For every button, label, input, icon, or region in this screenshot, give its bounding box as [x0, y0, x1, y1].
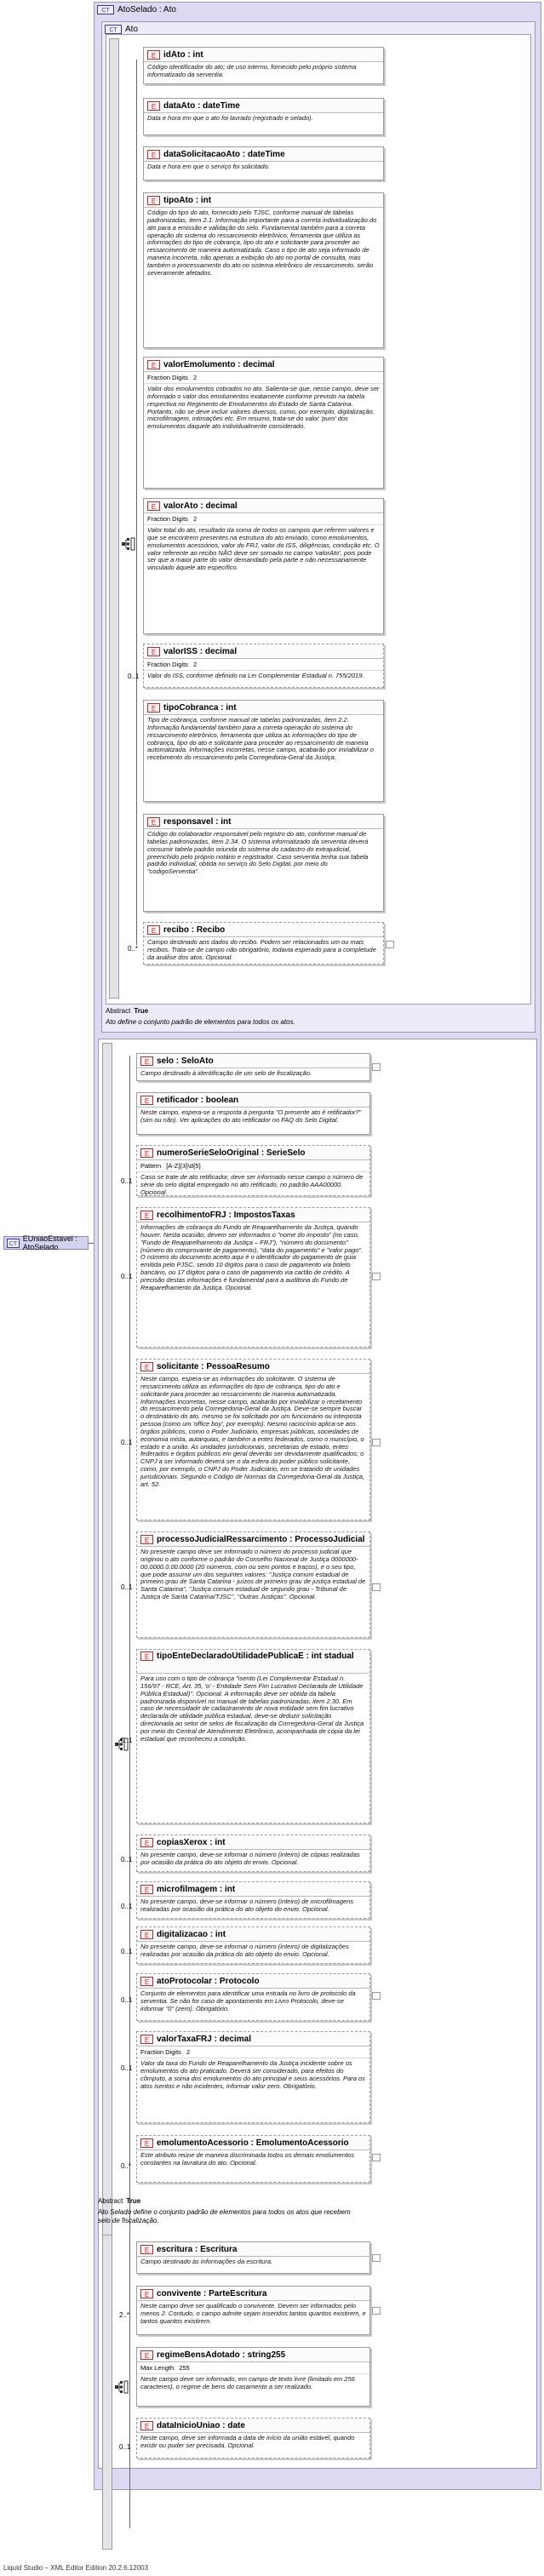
element-name: tipoEnteDeclaradoUtilidadePublicaE : int stadual — [157, 1652, 354, 1661]
element-icon: E — [140, 1362, 153, 1371]
facet-label: Fraction Digits — [147, 661, 188, 668]
element-doc: No presente campo, deve-se informar o número (inteiro) de microfilmagens realizadas por ocasião da prática do ato objeto do envio. Opcional. — [140, 1898, 354, 1913]
expand-connector[interactable] — [372, 1583, 381, 1591]
element-doc: No presente campo, deve-se informar o número (inteiro) de digitalizações realizadas por ocasião da prática do ato objeto do envio. Opcional. — [140, 1943, 349, 1958]
element-doc: Neste campo, espera-se a resposta à pergunta "O presente ato é retificador?" (sim ou não). Ver aplicações do ato retificador no FAQ do Selo Digital. — [140, 1108, 362, 1124]
facet-value: 2 — [192, 661, 198, 668]
element-solicitante[interactable] — [136, 1359, 370, 1520]
multiplicity-label: 0..1 — [121, 1737, 133, 1744]
element-responsavel[interactable] — [143, 814, 384, 912]
element-doc: Conjunto de elementos para identificar uma entrada no livro de protocolo da serventia. Se não for caso de apontamento em Livro Protocolo, deve-se informar "0" (zero). Obrigatório. — [140, 1989, 356, 2012]
element-valorEmolumento[interactable] — [143, 357, 384, 489]
sequence-icon — [115, 2379, 129, 2395]
ato-selado-label: AtoSelado : Ato — [117, 5, 176, 14]
facet-label: Pattern — [140, 1162, 162, 1170]
element-name: recibo : Recibo — [163, 924, 226, 935]
element-recolhimentoFRJ[interactable] — [136, 1207, 370, 1348]
element-icon: E — [147, 101, 160, 111]
ato-label: Ato — [125, 25, 139, 34]
element-processoJudicialRessarcimento[interactable] — [136, 1531, 370, 1638]
element-name: digitalizacao : int — [157, 1929, 226, 1939]
element-icon: E — [147, 703, 160, 713]
element-doc: Neste campo deve ser informado, em campo de texto livre (limitado em 256 caracteres), o regime de bens do casamento a ser realizado. — [140, 2375, 355, 2390]
element-name: responsavel : int — [163, 816, 232, 827]
element-icon: E — [147, 925, 160, 935]
root-complex-type[interactable] — [3, 1236, 89, 1250]
uniao-sequence-rail — [129, 2247, 130, 2528]
element-doc: Data e hora em que o serviço foi solicitado. — [147, 163, 270, 170]
element-name: regimeBensAdotado : string255 — [157, 2350, 286, 2360]
element-name: dataSolicitacaoAto : dateTime — [163, 149, 285, 159]
element-icon: E — [140, 1885, 153, 1894]
multiplicity-label: 0..1 — [121, 2064, 133, 2072]
element-doc: Valor do ISS, conforme definido na Lei Complementar Estadual n. 755/2019. — [147, 672, 364, 679]
expand-connector[interactable] — [372, 1439, 381, 1446]
expand-connector[interactable] — [372, 1273, 381, 1280]
ato-sequence-bar — [109, 38, 119, 999]
element-name: tipoCobranca : int — [163, 702, 237, 713]
element-name: solicitante : PessoaResumo — [157, 1361, 270, 1371]
multiplicity-label: 0..1 — [121, 1177, 133, 1185]
expand-connector[interactable] — [372, 2254, 381, 2262]
element-convivente[interactable] — [136, 2286, 370, 2335]
multiplicity-label: 0..1 — [121, 1996, 133, 2004]
facet-label: Fraction Digits — [140, 2048, 181, 2056]
multiplicity-label: 0..1 — [121, 1583, 133, 1591]
element-doc: Campo destinado à identificação de um selo de fiscalização. — [140, 1069, 312, 1077]
element-doc: Código do tipo do ato, fornecido pelo TJSC, conforme manual de tabelas padronizadas, item 2.1. Informação importante para a correta individualização do ato para a emissão e validação do selo. Fundamental também para a correta operação do sistema do ressarcimento eletrônico, ferramenta que utiliza as informações do tipo de cobrança, tipo do ato e solicitante para proceder ao ressarcimento de maneira automatizada. Caso o tipo de ato seja informado de maneira incorreta, não apenas a exibição do ato no portal de consulta, mas também o processamento do ato no sistema eletrônico de ressarcimento, serão severamente afetados. — [147, 209, 377, 277]
element-tipoEnteDeclaradoUtilidadePublica[interactable] — [136, 1649, 370, 1823]
element-tipoCobranca[interactable] — [143, 700, 384, 802]
element-name: dataInicioUniao : date — [157, 2420, 245, 2430]
multiplicity-label: 0..1 — [121, 1439, 133, 1446]
element-recibo[interactable] — [143, 922, 384, 965]
facet-label: Fraction Digits — [147, 374, 188, 381]
expand-connector[interactable] — [372, 1063, 381, 1071]
element-icon: E — [140, 1535, 153, 1544]
facet-value: 255 — [179, 2364, 190, 2372]
element-digitalizacao[interactable] — [136, 1926, 370, 1964]
element-doc: Campo destinado aos dados do recibo. Podem ser relacionados um ou mais recibos. Trata-se de campo não obrigatório, todavia esperado para a completude da análise dos atos. Opcional. — [147, 938, 376, 961]
element-doc: Caso se trate de ato retificador, deve ser informado nesse campo o número de série do selo digital empregado no ato retificado, no padrão AAA00000. Opcional. — [140, 1173, 364, 1196]
element-doc: Neste campo deve ser qualificado o convivente. Devem ser informados pelo menos 2. Contudo, o campo admite sejam inseridos tantos quantos existirem, e tantos quantos existirem. — [140, 2302, 366, 2325]
multiplicity-label: 0..1 — [121, 1903, 133, 1910]
element-icon: E — [147, 360, 160, 369]
element-regimeBensAdotado[interactable] — [136, 2347, 370, 2407]
selado-sequence-rail — [129, 1056, 130, 2435]
element-name: microfilmagem : int — [157, 1884, 236, 1894]
element-copiasXerox[interactable] — [136, 1835, 370, 1872]
element-icon: E — [140, 2035, 153, 2044]
facet-value: 2 — [192, 515, 198, 523]
element-doc: Campo destinado às informações da escritura. — [140, 2258, 273, 2265]
element-doc: Código identificador do ato; de uso interno, fornecido pelo próprio sistema informatizado da serventia. — [147, 63, 357, 78]
element-dataSolicitacaoAto[interactable] — [143, 146, 384, 180]
element-valorAto[interactable] — [143, 498, 384, 634]
complex-type-icon: CT — [7, 1239, 20, 1248]
element-icon: E — [147, 501, 160, 511]
element-doc: Este atributo reúne de maneira discriminada todos os demais emolumentos constantes na lavratura do ato. Opcional. — [140, 2151, 354, 2167]
element-idAto[interactable] — [143, 47, 384, 84]
expand-connector[interactable] — [372, 2307, 381, 2315]
element-name: selo : SeloAto — [157, 1056, 214, 1066]
expand-connector[interactable] — [372, 1992, 381, 2000]
multiplicity-label: 0..1 — [119, 2443, 131, 2451]
element-name: processoJudicialRessarcimento : ProcessoJudicial — [157, 1534, 365, 1544]
element-icon: E — [140, 2138, 153, 2148]
element-name: valorISS : decimal — [163, 646, 238, 656]
element-icon: E — [140, 2289, 153, 2298]
multiplicity-label: 0..1 — [128, 673, 140, 680]
element-icon: E — [140, 1148, 153, 1158]
element-name: copiasXerox : int — [157, 1837, 226, 1847]
element-microfilmagem[interactable] — [136, 1881, 370, 1919]
footer-credit: Liquid Studio – XML Editor Edition 20.2.6.12003 — [3, 2564, 149, 2572]
expand-connector[interactable] — [386, 941, 394, 948]
complex-type-icon: CT — [97, 5, 114, 14]
element-icon: E — [140, 1838, 153, 1847]
complex-type-icon: CT — [105, 25, 122, 34]
element-doc: Tipo de cobrança, conforme manual de tabelas padronizadas, item 2.2. Informação fundamental também para a correta operação do sistema do ressarcimento eletrônico, ferramenta que utiliza as informações do tipo de cobrança, tipo do ato e solicitante para proceder ao ressarcimento de maneira automatizada. Informações incorretas, nesse campo, acabarão por inviabilizar o recebimento do ressarcimento pela Corregedoria-Geral da Justiça. — [147, 716, 374, 762]
selado-note: Ato Selado define o conjunto padrão de elementos para todos os atos que recebem selo de fiscalização. — [98, 2208, 351, 2224]
element-name: convivente : ParteEscritura — [157, 2288, 267, 2298]
element-name: idAto : int — [163, 49, 203, 60]
element-name: escritura : Escritura — [157, 2244, 238, 2254]
element-icon: E — [147, 647, 160, 656]
element-doc: Valor da taxa do Fundo de Reaparelhamento da Justiça incidente sobre os emolumentos do ato praticado. Deverá ser considerado, para efeitos do cômputo, a soma dos emolumentos do ato principal e seus acessórios. Para os atos isentos e não incidentes, informar valor zero. Obrigatório. — [140, 2059, 365, 2090]
element-doc: Valor total do ato, resultado da soma de todos os campos que referem valores e que se encontrem presentes na estrutura do ato enviado, como emolumentos, emolumentos acessórios, valor do FRJ, valor do ISS, diligências, condução etc. O valor referente ao recibo NÃO deve ser somado no campo 'valorAto', pois pode ser que a maior parte do valor demandado pela parte e não necessariamente vinculado àquele ato específico. — [147, 526, 380, 572]
element-name: recolhimentoFRJ : ImpostosTaxas — [157, 1210, 295, 1220]
element-icon: E — [140, 1096, 153, 1105]
element-doc: Código do colaborador responsável pelo registro do ato, conforme manual de tabelas padronizadas, item 2.34. O sistema informatizado da serventia deverá consumir tabela padrão oriunda do sistema do cadastro do extrajudicial, preenchido pelo próprio notário e registrador. Caso serventia tenha sua tabela padrão individual, obtida no serviço do Selo Digital, por meio do "codigoServentia". — [147, 830, 369, 876]
element-escritura[interactable] — [136, 2241, 370, 2274]
element-doc: Neste campo, deve ser informada a data de início da união estável, quando existir ou puder ser precisada. Opcional. — [140, 2434, 355, 2449]
ato-sequence-rail — [136, 60, 137, 945]
element-doc: No presente campo deve ser informado o número do processo judicial que originou o ato conforme o padrão do Conselho Nacional de Justiça 0000000-00.0000.0.00.0000 (20 números, com ou sem pontos e traços), e o seu tipo, que pode assumir um dos seguintes valores: "Justiça comum estadual de primeiro grau de Santa Catarina - juízos de primeiro grau de justiça estadual de Santa Catarina", "Justiça comum estadual de segundo grau - Tribunal de Justiça de Santa Catarina/TJSC", "Outras Justiças". Opcional. — [140, 1548, 366, 1601]
facet-value: [A-Z]{3}\d{5} — [166, 1162, 202, 1170]
element-doc: Para uso com o tipo de cobrança "isento (Lei Complementar Estadual n. 156/97 - RCE, Art. 35, 'o' - Entidade Sem Fim Lucrativo Declarada de Utilidade Pública Estadual)". Opcional. A informação deve ser obtida da tabela padronizada disponível no manual de tabelas padronizadas, item 2.30. Em caso de necessidade de cadastramento de nova entidade sem fim lucrativo declarada de utilidade pública estadual, deve-se deduzir solicitação direcionada ao setor de selos de fiscalização da Corregedoria-Geral da Justiça por meio do Central de Atendimento Eletrônico, acompanhada de cópia da lei estadual que reconheceu a condição. — [140, 1674, 364, 1743]
element-icon: E — [140, 1930, 153, 1939]
root-type-label: EUniaoEstavel : AtoSelado — [22, 1234, 77, 1251]
multiplicity-label: 2..* — [119, 2311, 130, 2319]
ato-note: Ato define o conjunto padrão de elementos para todos os atos. — [106, 1018, 295, 1026]
element-name: retificador : boolean — [157, 1095, 239, 1105]
facet-label: Max Length — [140, 2364, 175, 2372]
element-name: tipoAto : int — [163, 195, 212, 205]
element-retificador[interactable] — [136, 1092, 370, 1135]
element-icon: E — [140, 2421, 153, 2430]
multiplicity-label: 0..* — [128, 945, 139, 953]
multiplicity-label: 0..1 — [121, 1273, 133, 1280]
facet-value: 2 — [192, 374, 198, 381]
expand-connector[interactable] — [372, 2154, 381, 2161]
element-icon: E — [140, 1977, 153, 1986]
element-doc: No presente campo, deve-se informar o número (inteiro) de cópias realizadas por ocasião da prática do ato objeto do envio. Opcional. — [140, 1851, 360, 1866]
element-icon: E — [140, 2350, 153, 2360]
element-doc: Neste campo, espera-se as informações do solicitante. O sistema de ressarcimento utiliza as informações do tipo de cobrança, tipo do ato e solicitante para proceder ao ressarcimento de maneira automatizada. Informações incorretas, nesse campo, acabarão por inviabilizar o recebimento do ressarcimento pela Corregedoria-Geral da Justiça. Deve-se sempre buscar o destinatário do ato, mesmo se foi solicitado por um funcionário ou interposta pessoa (como um 'office boy', por exemplo). Nesmo raciocínio aplica-se aos órgãos públicos, como o Poder Judiciário, empresas públicas, sociedades de economia mista, autarquias, e também a entes federados, como o município, o estado e a união. As unidades jurisdicionais, secretarias de estado, entes federados e órgãos públicos em geral deverão ser devidamente qualificados; o CNPJ a ser informado deverá ser o da esfera do poder público solicitante, como, por exemplo, o CNPJ do Poder Judiciário, em se tratando de unidades jurisdicionais. Segundo o Código de Normas da Corregedoria-Geral da Justiça, art. 52. — [140, 1375, 365, 1488]
element-icon: E — [147, 50, 160, 60]
uniao-sequence-bar — [102, 2235, 112, 2550]
element-emolumentoAcessorio[interactable] — [136, 2135, 370, 2183]
element-name: valorTaxaFRJ : decimal — [157, 2034, 251, 2044]
facet-value: 2 — [186, 2048, 191, 2056]
multiplicity-label: 0..1 — [121, 1856, 133, 1863]
element-icon: E — [147, 817, 160, 827]
element-valorISS[interactable] — [143, 644, 384, 688]
element-doc: Informações de cobrança do Fundo de Reaparelhamento da Justiça, quando houver. Nesta ocasião, devem ser informados o "nome do imposto" (no caso, "Fundo de Reaparelhamento da Justiça – FRJ"), "número do documento" (número do comprovante de pagamento), "data do pagamento" e "valor pago". O número do documento aceito aqui é o identificador do pagamento de guia emitida pelo PJSC, sendo 10 dígitos para o caso de pagamento via boleto bancário, ou 17 dígitos para o caso de pagamento via cartão de crédito. A precisão destas informações é fundamental para a auditoria do Fundo de Reaparelhamento da Justiça. Opcional. — [140, 1223, 364, 1291]
element-icon: E — [140, 2245, 153, 2254]
element-name: numeroSerieSeloOriginal : SerieSelo — [157, 1148, 306, 1158]
element-dataInicioUniao[interactable] — [136, 2418, 370, 2459]
sequence-icon — [122, 536, 135, 552]
facet-label: Fraction Digits — [147, 515, 188, 523]
selado-abstract: Abstract True — [98, 2197, 141, 2205]
element-icon: E — [147, 196, 160, 205]
element-name: atoProtocolar : Protocolo — [157, 1976, 260, 1986]
element-name: dataAto : dateTime — [163, 100, 240, 111]
element-icon: E — [140, 1652, 153, 1661]
element-name: valorEmolumento : decimal — [163, 359, 275, 369]
element-atoProtocolar[interactable] — [136, 1973, 370, 2021]
element-icon: E — [147, 150, 160, 159]
element-doc: Data e hora em que o ato foi lavrado (registrado e selado). — [147, 114, 313, 122]
element-selo[interactable] — [136, 1053, 370, 1081]
ato-abstract: Abstract True — [106, 1007, 149, 1015]
element-doc: Valor dos emolumentos cobrados no ato. Salienta-se que, nesse campo, deve ser informado o valor dos emolumentos exatamente conforme previsto na tabela respectiva no Regimento de Emolumentos do Estado de Santa Catarina. Portanto, não se deve incluir valores diversos, como, por exemplo, digitalização, microfilmagem, intimações etc. Em resumo, trata-se do valor 'puro' dos emolumentos daquele ato individualmente considerado. — [147, 385, 380, 431]
element-icon: E — [140, 1211, 153, 1220]
element-dataAto[interactable] — [143, 98, 384, 135]
multiplicity-label: 0..* — [121, 2162, 132, 2170]
element-tipoAto[interactable] — [143, 192, 384, 348]
element-icon: E — [140, 1056, 153, 1066]
element-valorTaxaFRJ[interactable] — [136, 2031, 370, 2123]
element-name: valorAto : decimal — [163, 501, 238, 511]
element-numeroSerieSeloOriginal[interactable] — [136, 1145, 370, 1196]
multiplicity-label: 0..1 — [121, 1948, 133, 1955]
element-name: emolumentoAcessorio : EmolumentoAcessorio — [157, 2138, 349, 2148]
